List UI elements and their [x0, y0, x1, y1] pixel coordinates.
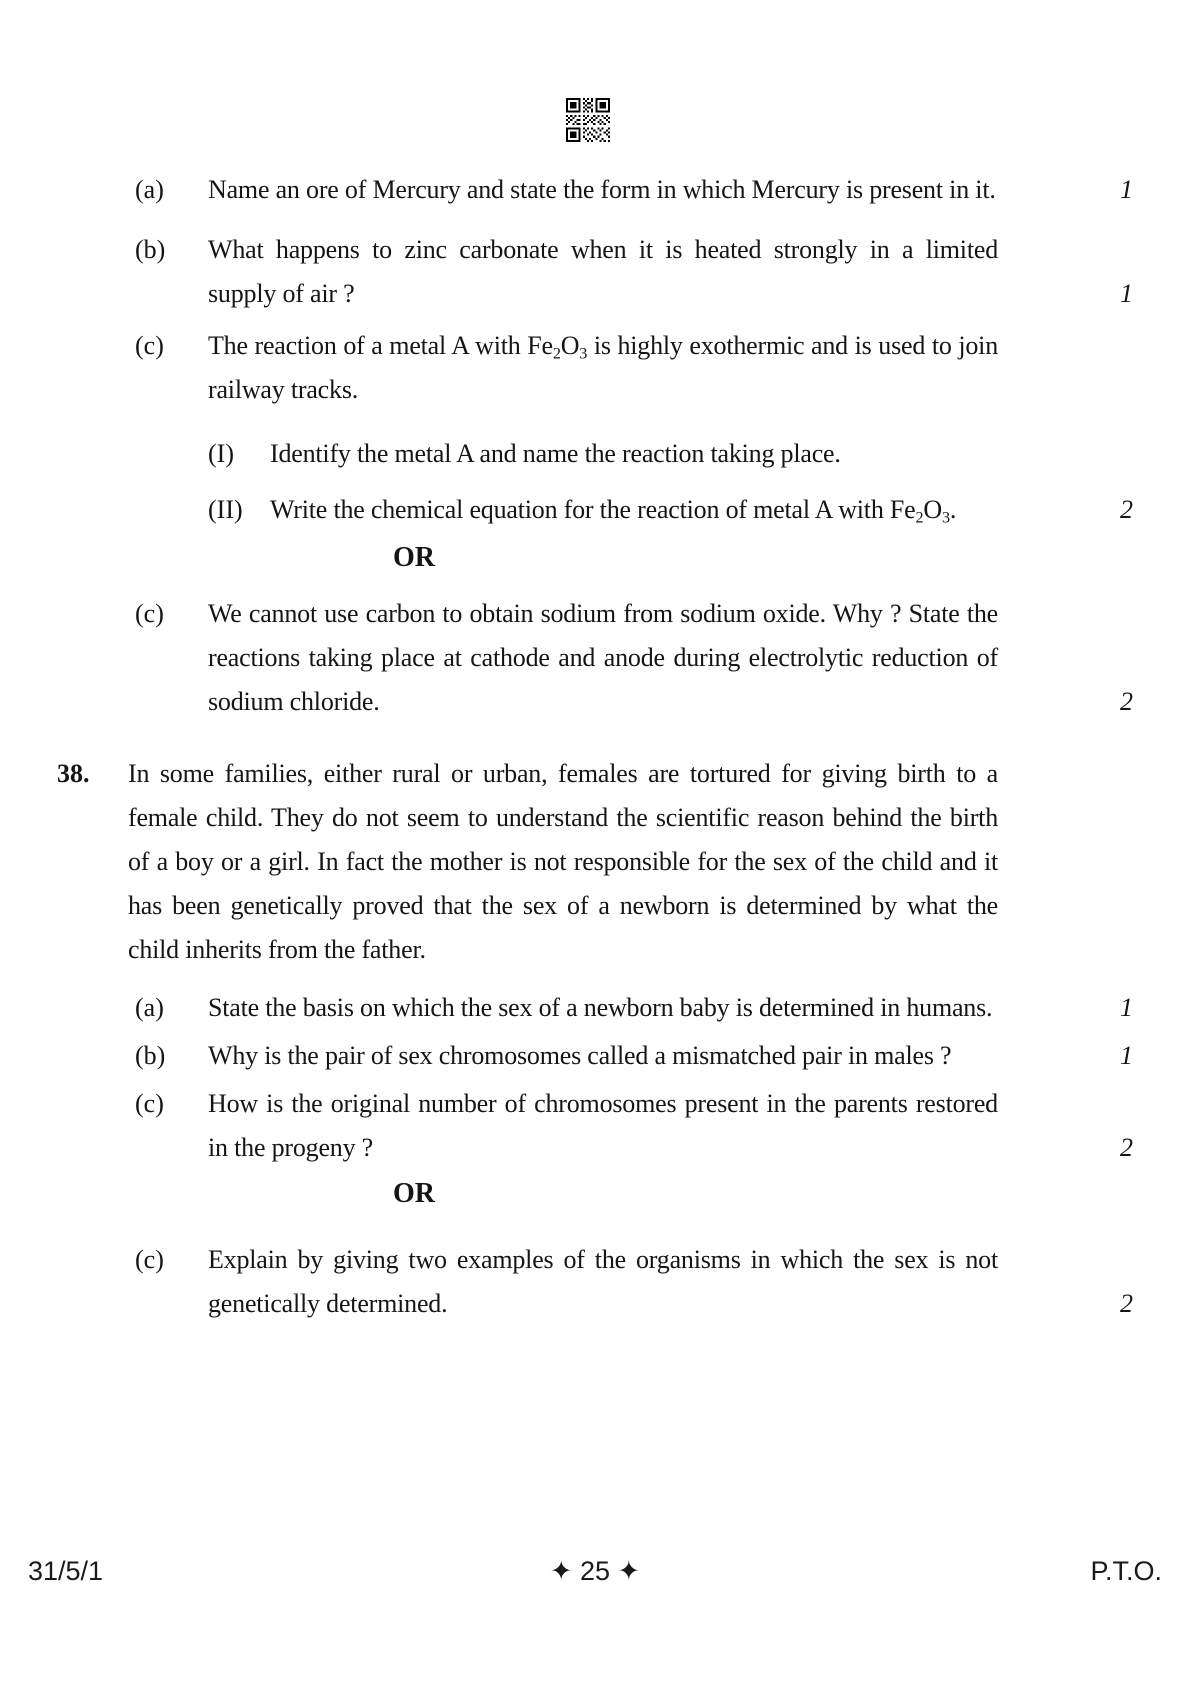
- paper-code: 31/5/1: [28, 1556, 104, 1586]
- question-part-b: [135, 228, 1133, 316]
- part-label: (a): [135, 993, 164, 1022]
- or-separator: OR: [393, 542, 435, 573]
- marks-value: 2: [1120, 495, 1133, 524]
- question-number: 38.: [57, 759, 90, 788]
- part-text: What happens to zinc carbonate when it is heated strongly in a limited supply of air ?: [208, 235, 998, 308]
- part-text: State the basis on which the sex of a newborn baby is determined in humans.: [208, 993, 993, 1022]
- question-38: [57, 752, 998, 972]
- page-number-marker: ✦ 25 ✦: [549, 1556, 641, 1586]
- question-38-part-b: [135, 1034, 1133, 1078]
- question-part-a: [135, 168, 1133, 212]
- pto-label: P.T.O.: [1090, 1556, 1162, 1586]
- question-38-part-c-alternative: [135, 1238, 1133, 1326]
- page-footer: [0, 1556, 1190, 1590]
- question-intro-text: In some families, either rural or urban, females are tortured for giving birth to a female child. They do not seem to understand the scientific reason behind the birth of a boy or a girl. In fact the mother is not responsible for the sex of the child and it has been genetically proved that the sex of a newborn is determined by what the child inherits from the father.: [128, 759, 998, 964]
- marks-value: 1: [1120, 279, 1133, 308]
- subpart-text: Write the chemical equation for the reaction of metal A with $Fe_2O_3$.: [270, 495, 957, 527]
- question-subpart-I: [208, 432, 1133, 476]
- marks-value: 2: [1120, 687, 1133, 716]
- page-content: [0, 158, 1190, 1326]
- marks-value: 1: [1120, 1041, 1133, 1070]
- part-text: Why is the pair of sex chromosomes called a mismatched pair in males ?: [208, 1041, 952, 1070]
- part-label: (c): [135, 1089, 164, 1118]
- or-separator: OR: [393, 1178, 435, 1209]
- part-text: Explain by giving two examples of the organisms in which the sex is not genetically determined.: [208, 1245, 998, 1318]
- qr-code-icon: [566, 98, 610, 142]
- question-38-part-a: [135, 986, 1133, 1030]
- question-part-c-alternative: [135, 592, 1133, 724]
- part-label: (b): [135, 235, 166, 264]
- marks-value: 2: [1120, 1289, 1133, 1318]
- subpart-text: Identify the metal A and name the reaction taking place.: [270, 439, 841, 468]
- part-label: (c): [135, 1245, 164, 1274]
- marks-value: 1: [1120, 175, 1133, 204]
- part-label: (a): [135, 175, 164, 204]
- question-subpart-II: [208, 488, 1133, 532]
- subpart-label: (I): [208, 439, 234, 468]
- question-38-part-c: [135, 1082, 1133, 1170]
- part-label: (c): [135, 331, 164, 360]
- question-part-c: [135, 324, 1133, 412]
- part-text: Name an ore of Mercury and state the form in which Mercury is present in it.: [208, 175, 996, 204]
- marks-value: 1: [1120, 993, 1133, 1022]
- part-label: (c): [135, 599, 164, 628]
- part-text: How is the original number of chromosomes present in the parents restored in the progeny ?: [208, 1089, 998, 1162]
- part-label: (b): [135, 1041, 166, 1070]
- marks-value: 2: [1120, 1133, 1133, 1162]
- part-text: The reaction of a metal A with $Fe_2O_3$ is highly exothermic and is used to join railway tracks.: [208, 331, 998, 404]
- part-text: We cannot use carbon to obtain sodium from sodium oxide. Why ? State the reactions taking place at cathode and anode during electrolytic reduction of sodium chloride.: [208, 599, 998, 716]
- subpart-label: (II): [208, 495, 243, 524]
